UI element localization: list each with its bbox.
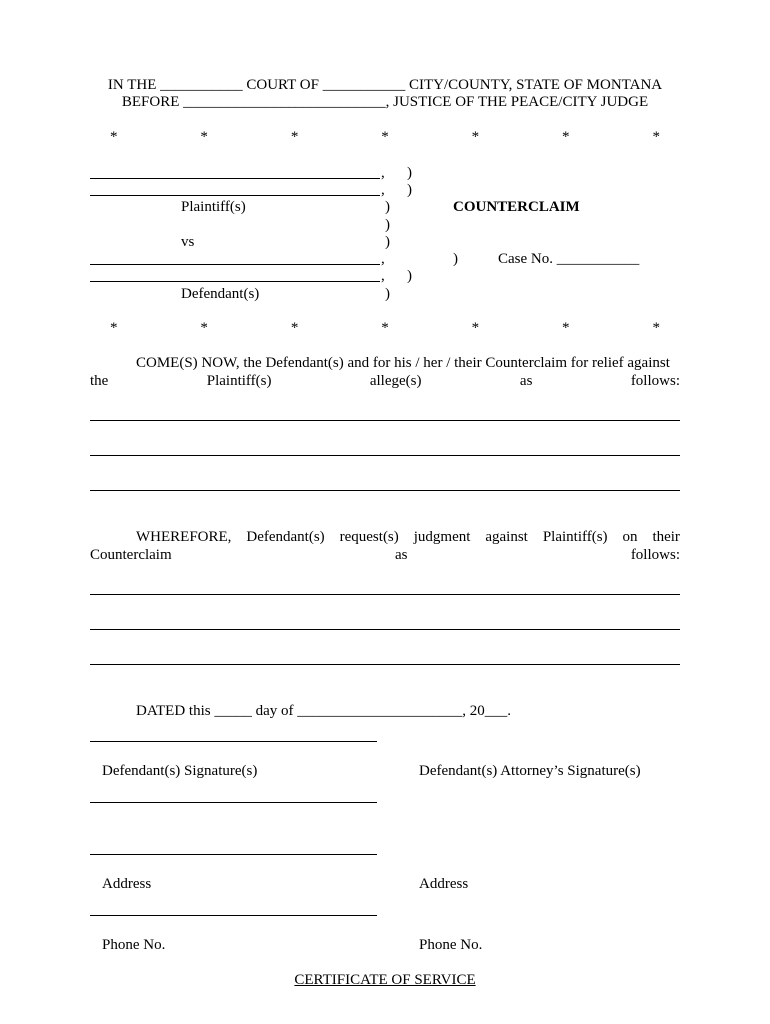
star: * xyxy=(290,129,299,145)
star: * xyxy=(200,320,208,336)
wherefore-line2 xyxy=(90,546,680,564)
star: * xyxy=(110,129,118,145)
wherefore-line1 xyxy=(136,528,680,546)
address-label-right: Address xyxy=(419,876,469,892)
star: * xyxy=(381,129,389,145)
counterclaim-title: COUNTERCLAIM xyxy=(453,199,580,215)
wherefore-word: request(s) xyxy=(339,529,399,545)
star: * xyxy=(290,320,299,336)
phone-line[interactable] xyxy=(90,915,377,916)
caption-comma: , xyxy=(381,182,385,198)
caption-comma: , xyxy=(381,251,385,267)
defendant-signature-line[interactable] xyxy=(90,741,377,742)
caption-comma: , xyxy=(381,165,385,181)
defendant-signature-label: Defendant(s) Signature(s) xyxy=(102,763,258,779)
address-label-left: Address xyxy=(102,876,152,892)
star: * xyxy=(562,320,570,336)
wherefore-word: follows: xyxy=(630,547,680,563)
wherefore-word: Counterclaim xyxy=(90,547,172,563)
phone-label-left: Phone No. xyxy=(102,937,166,953)
plaintiff-name-line-1[interactable] xyxy=(90,178,380,179)
star: * xyxy=(471,129,480,145)
relief-line-1[interactable] xyxy=(90,594,680,595)
phone-label-right: Phone No. xyxy=(419,937,483,953)
star: * xyxy=(652,320,660,336)
allegation-line-1[interactable] xyxy=(90,420,680,421)
caption-paren: ) xyxy=(407,165,412,181)
dated-line[interactable]: DATED this _____ day of ______________________, 20___. xyxy=(136,703,511,719)
plaintiff-label: Plaintiff(s) xyxy=(181,199,246,215)
defendant-name-line-2[interactable] xyxy=(90,281,380,282)
defendant-name-line-1[interactable] xyxy=(90,264,380,265)
defendant-label: Defendant(s) xyxy=(181,286,260,302)
caption-paren: ) xyxy=(385,234,390,250)
certificate-of-service-heading: CERTIFICATE OF SERVICE xyxy=(294,972,476,988)
wherefore-word: as xyxy=(394,547,408,563)
come-now-line2 xyxy=(90,372,680,390)
relief-line-2[interactable] xyxy=(90,629,680,630)
caption-paren: ) xyxy=(385,199,390,215)
star: * xyxy=(381,320,389,336)
star-separator-bottom xyxy=(90,319,680,337)
vs-label: vs xyxy=(181,234,195,250)
come-now-word: follows: xyxy=(630,373,680,389)
caption-comma: , xyxy=(381,268,385,284)
case-number-field[interactable]: Case No. ___________ xyxy=(498,251,640,267)
wherefore-word: Plaintiff(s) xyxy=(542,529,608,545)
relief-line-3[interactable] xyxy=(90,664,680,665)
wherefore-word: judgment xyxy=(413,529,471,545)
come-now-word: as xyxy=(519,373,533,389)
star: * xyxy=(110,320,118,336)
star: * xyxy=(562,129,570,145)
come-now-word: Plaintiff(s) xyxy=(206,373,272,389)
star: * xyxy=(652,129,660,145)
caption-paren: ) xyxy=(407,268,412,284)
wherefore-word: Defendant(s) xyxy=(246,529,325,545)
court-header-line1: IN THE ___________ COURT OF ___________ CITY/COUNTY, STATE OF MONTANA xyxy=(107,77,663,93)
star-separator-top xyxy=(90,128,680,146)
wherefore-word: on xyxy=(622,529,638,545)
attorney-signature-label: Defendant(s) Attorney’s Signature(s) xyxy=(419,763,641,779)
star: * xyxy=(200,129,208,145)
come-now-word: allege(s) xyxy=(369,373,422,389)
caption-paren: ) xyxy=(385,286,390,302)
wherefore-word: their xyxy=(652,529,680,545)
wherefore-word: against xyxy=(485,529,528,545)
caption-paren: ) xyxy=(385,217,390,233)
come-now-word: the xyxy=(90,373,109,389)
allegation-line-3[interactable] xyxy=(90,490,680,491)
plaintiff-name-line-2[interactable] xyxy=(90,195,380,196)
star: * xyxy=(471,320,480,336)
caption-paren: ) xyxy=(453,251,458,267)
signature-line-2[interactable] xyxy=(90,802,377,803)
court-header-line2: BEFORE ___________________________, JUSTICE OF THE PEACE/CITY JUDGE xyxy=(121,94,649,110)
address-line[interactable] xyxy=(90,854,377,855)
come-now-line1: COME(S) NOW, the Defendant(s) and for his / her / their Counterclaim for relief against xyxy=(136,355,670,371)
caption-paren: ) xyxy=(407,182,412,198)
allegation-line-2[interactable] xyxy=(90,455,680,456)
wherefore-word: WHEREFORE, xyxy=(136,529,232,545)
